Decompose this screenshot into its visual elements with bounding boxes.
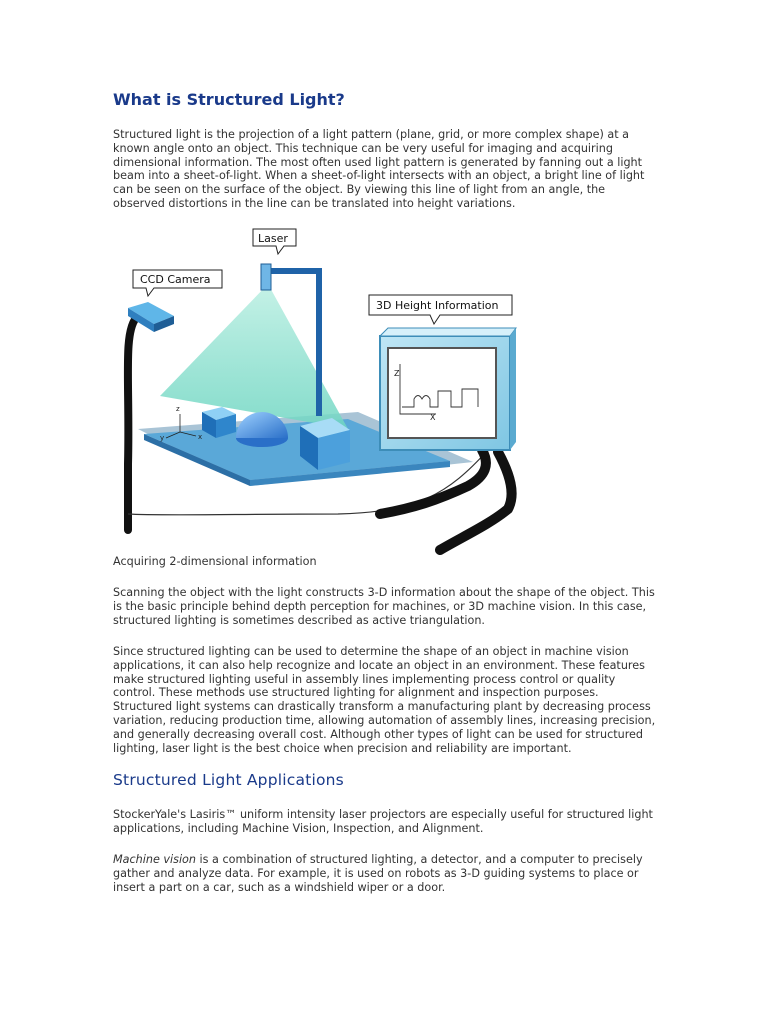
section-title-applications: Structured Light Applications	[113, 771, 344, 789]
label-ccd-camera: CCD Camera	[140, 273, 211, 286]
callout-laser	[253, 229, 296, 254]
page-title: What is Structured Light?	[113, 90, 345, 109]
machine-vision-text: is a combination of structured lighting, a detector, and a computer to precisely gather and analyze data. For example, it is used on robots as 3-D guiding systems to place or insert a part on a car, such as a windshield wiper or a door.	[113, 853, 643, 894]
machine-vision-term: Machine vision	[113, 853, 196, 866]
figure-caption: Acquiring 2-dimensional information	[113, 555, 317, 568]
axis-label-x: x	[198, 433, 203, 441]
label-laser: Laser	[258, 232, 288, 245]
axis-label-y: y	[160, 434, 165, 442]
axis-label-z: z	[176, 405, 180, 413]
monitor-axis-x: X	[430, 413, 436, 422]
applications-paragraph: Since structured lighting can be used to determine the shape of an object in machine vision applications, it can also help recognize and locate an object in an environment. These features make structured lighting useful in assembly lines implementing process control or quality control. These methods use structured lighting for alignment and inspection purposes. Structured light systems can drastically transform a manufacturing plant by decreasing process variation, reducing production time, allowing automation of assembly lines, increasing precision, and generally decreasing overall cost. Although other types of light can be used for structured lighting, laser light is the best choice when precision and reliability are important.	[113, 645, 656, 755]
stockeryale-paragraph: StockerYale's Lasiris™ uniform intensity laser projectors are especially useful for structured light applications, including Machine Vision, Inspection, and Alignment.	[113, 808, 653, 835]
object-dome	[236, 412, 288, 447]
machine-vision-paragraph	[113, 853, 658, 894]
callout-ccd-camera	[133, 270, 222, 296]
monitor	[380, 328, 516, 450]
label-3d-height: 3D Height Information	[376, 299, 499, 312]
intro-paragraph: Structured light is the projection of a light pattern (plane, grid, or more complex shape) at a known angle onto an object. This technique can be very useful for imaging and acquiring dimensional information. The most often used light pattern is generated by fanning out a light beam into a sheet-of-light. When a sheet-of-light intersects with an object, a bright line of light can be seen on the surface of the object. By viewing this line of light from an angle, the observed distortions in the line can be translated into height variations.	[113, 128, 645, 210]
structured-light-illustration	[118, 224, 538, 556]
scanning-paragraph: Scanning the object with the light constructs 3-D information about the shape of the object. This is the basic principle behind depth perception for machines, or 3D machine vision. In this case, structured lighting is sometimes described as active triangulation.	[113, 586, 655, 627]
callout-3d-height	[369, 295, 512, 324]
monitor-axis-z: Z	[394, 369, 400, 378]
